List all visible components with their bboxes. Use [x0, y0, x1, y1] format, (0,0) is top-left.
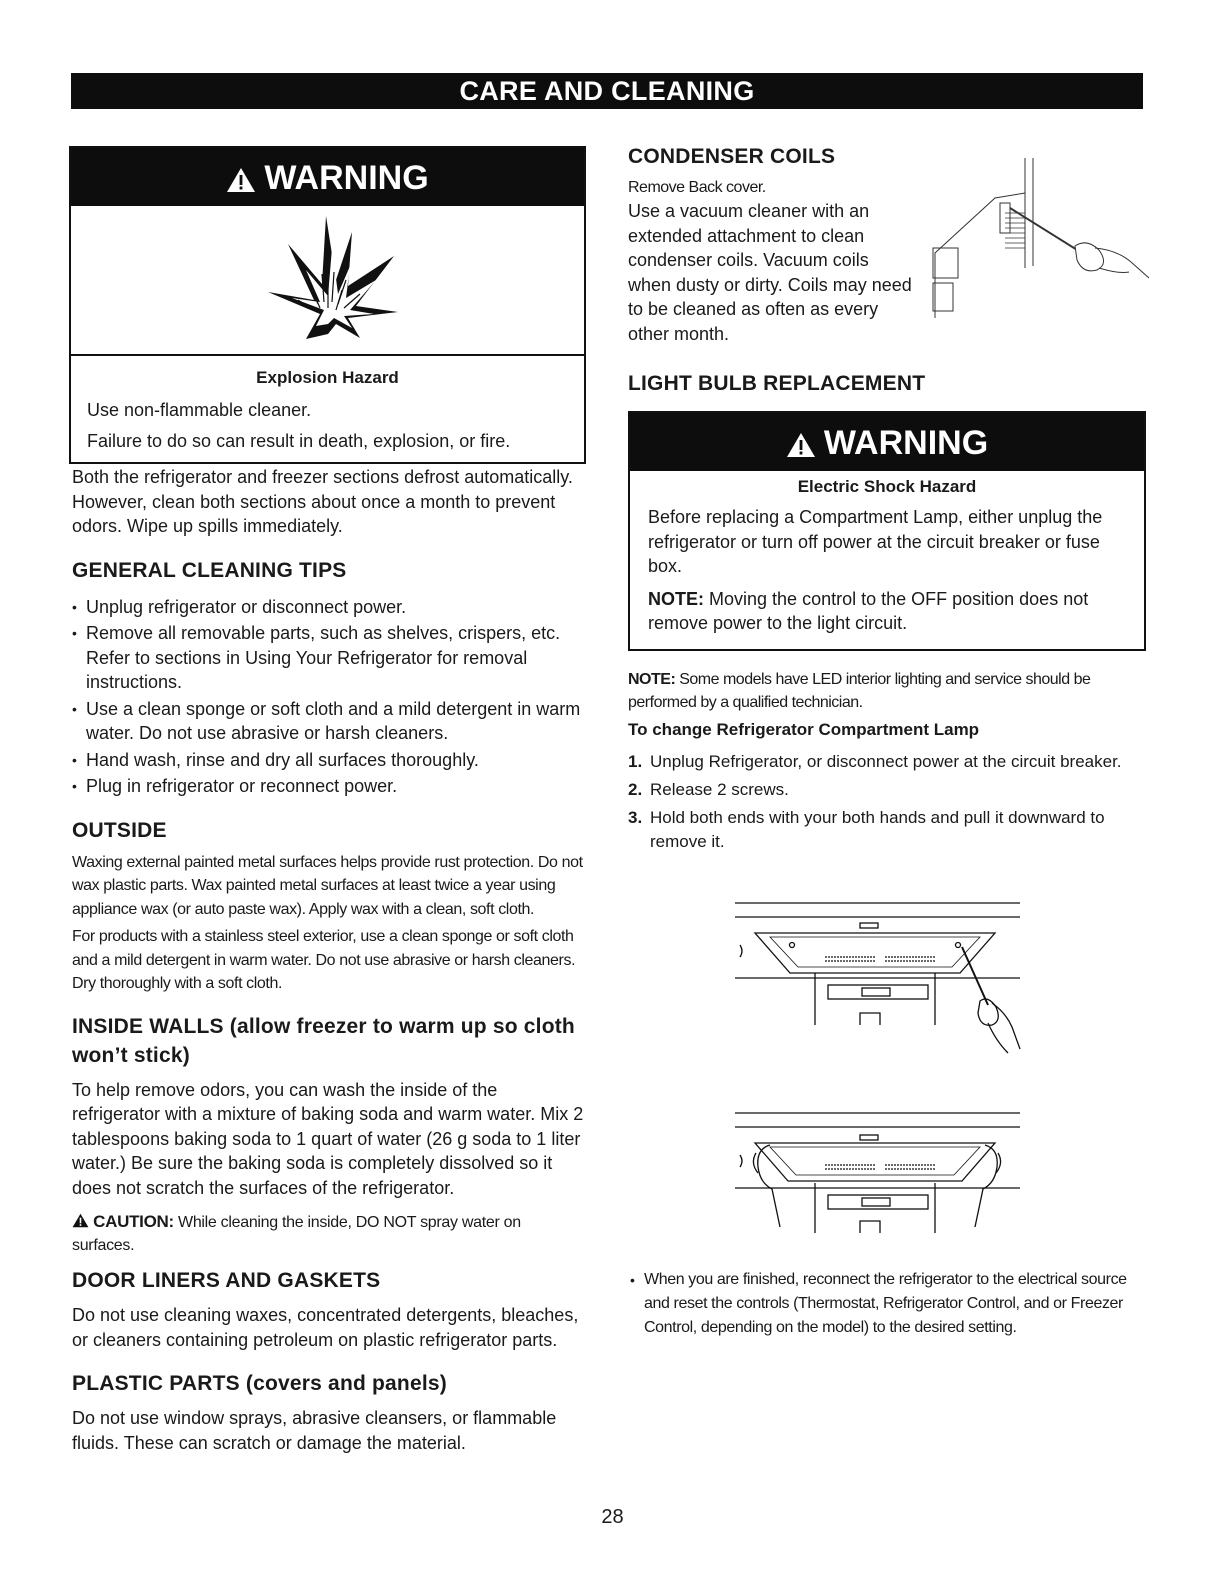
hazard-title: Electric Shock Hazard [797, 477, 977, 496]
caution-triangle-icon [72, 1213, 89, 1228]
left-column [72, 465, 587, 1455]
outside-paragraph-1: Waxing external painted metal surfaces helps provide rust protection. Do not wax plastic parts. Wax painted metal surfaces at least twice a year using appliance wax (or auto paste wax). Apply wax with a clean, soft cloth. [72, 853, 583, 918]
list-item: • Plug in refrigerator or reconnect power. [72, 774, 587, 799]
inside-walls-paragraph: To help remove odors, you can wash the inside of the refrigerator with a mixture of baking soda and warm water. Mix 2 tablespoons baking soda to 1 quart of water (26 g soda to 1 liter water.) Be sure the baking soda is completely dissolved so it does not scratch the surfaces of the refrigerator. [72, 1079, 584, 1198]
page-number: 28 [601, 1506, 624, 1528]
condenser-coil-illustration [925, 158, 1155, 328]
condenser-line-1: Remove Back cover. [628, 179, 766, 196]
general-cleaning-heading: GENERAL CLEANING TIPS [72, 558, 347, 582]
hazard-title: Explosion Hazard [256, 368, 399, 387]
list-item: • Use a clean sponge or soft cloth and a mild detergent in warm water. Do not use abrasive or harsh cleaners. [72, 697, 587, 746]
condenser-heading: CONDENSER COILS [628, 145, 836, 168]
note-label: NOTE: [628, 671, 676, 688]
list-item: • Unplug refrigerator or disconnect power. [72, 595, 587, 620]
plastic-parts-paragraph: Do not use window sprays, abrasive cleansers, or flammable fluids. These can scratch or damage the material. [72, 1408, 557, 1453]
caution-text: While cleaning the inside, DO NOT spray water on surfaces. [72, 1214, 521, 1254]
warning-triangle-icon [226, 167, 256, 193]
list-item: • Remove all removable parts, such as shelves, crispers, etc. Refer to sections in Using Your Refrigerator for removal instructions. [72, 621, 587, 695]
step-item [628, 778, 1148, 802]
warning-title: WARNING [264, 159, 429, 197]
lamp-steps [628, 750, 1148, 854]
intro-paragraph: Both the refrigerator and freezer sections defrost automatically. However, clean both sections about once a month to prevent odors. Wipe up spills immediately. [72, 467, 573, 536]
electric-shock-warning-box [628, 411, 1146, 651]
step-number: 3. [628, 808, 643, 827]
inside-walls-heading: INSIDE WALLS (allow freezer to warm up so cloth won’t stick) [72, 1014, 575, 1067]
section-banner: CARE AND CLEANING [71, 73, 1143, 109]
outside-heading: OUTSIDE [72, 818, 167, 842]
shock-note [648, 587, 1126, 636]
warning-header [71, 148, 584, 206]
explosion-icon [248, 214, 408, 344]
plastic-parts-heading: PLASTIC PARTS (covers and panels) [72, 1372, 447, 1395]
shock-paragraph: Before replacing a Compartment Lamp, either unplug the refrigerator or turn off power at the circuit breaker or fuse box. [648, 507, 1103, 576]
hazard-line-2: Failure to do so can result in death, explosion, or fire. [87, 430, 511, 451]
step-text: Unplug Refrigerator, or disconnect power at the circuit breaker. [650, 752, 1122, 771]
step-text: Hold both ends with your both hands and pull it downward to remove it. [650, 808, 1105, 851]
lamp-cover-screw-illustration [730, 895, 1040, 1080]
list-item: • Hand wash, rinse and dry all surfaces thoroughly. [72, 748, 587, 773]
condenser-paragraph: Use a vacuum cleaner with an extended attachment to clean condenser coils. Vacuum coils when dusty or dirty. Coils may need to be cleaned as often as every other month. [628, 201, 912, 344]
lamp-cover-removal-illustration [730, 1105, 1040, 1240]
door-liners-paragraph: Do not use cleaning waxes, concentrated detergents, bleaches, or cleaners containing petroleum on plastic refrigerator parts. [72, 1305, 579, 1350]
note-text: Moving the control to the OFF position does not remove power to the light circuit. [648, 588, 1089, 633]
step-text: Release 2 screws. [650, 780, 789, 799]
note-text: Some models have LED interior lighting and service should be performed by a qualified technician. [628, 671, 1091, 711]
caution-note [72, 1210, 587, 1257]
outside-paragraph-2: For products with a stainless steel exterior, use a clean sponge or soft cloth and a mild detergent in warm water. Do not use abrasive or harsh cleaners. Dry thoroughly with a soft cloth. [72, 928, 576, 992]
door-liners-heading: DOOR LINERS AND GASKETS [72, 1269, 381, 1292]
general-cleaning-list [72, 595, 587, 799]
list-item: • When you are finished, reconnect the refrigerator to the electrical source and reset the controls (Thermostat, Refrigerator Control, and or Freezer Control, depending on the model) to the desired setting. [630, 1268, 1135, 1340]
light-bulb-instructions [628, 668, 1148, 858]
hazard-line-1: Use non-flammable cleaner. [87, 400, 312, 420]
lamp-subheading: To change Refrigerator Compartment Lamp [628, 720, 980, 739]
step-item [628, 750, 1148, 774]
final-instruction [630, 1268, 1135, 1342]
explosion-warning-box [69, 146, 586, 464]
step-number: 2. [628, 780, 643, 799]
note-label: NOTE: [648, 588, 704, 609]
light-bulb-heading: LIGHT BULB REPLACEMENT [628, 372, 926, 395]
warning-triangle-icon [786, 432, 816, 458]
explosion-illustration [71, 206, 584, 354]
caution-label: CAUTION: [93, 1212, 174, 1231]
step-number: 1. [628, 752, 643, 771]
condenser-section [628, 145, 913, 346]
step-item [628, 806, 1148, 854]
led-note [628, 668, 1148, 714]
warning-title: WARNING [823, 424, 989, 462]
warning-header [630, 413, 1144, 471]
